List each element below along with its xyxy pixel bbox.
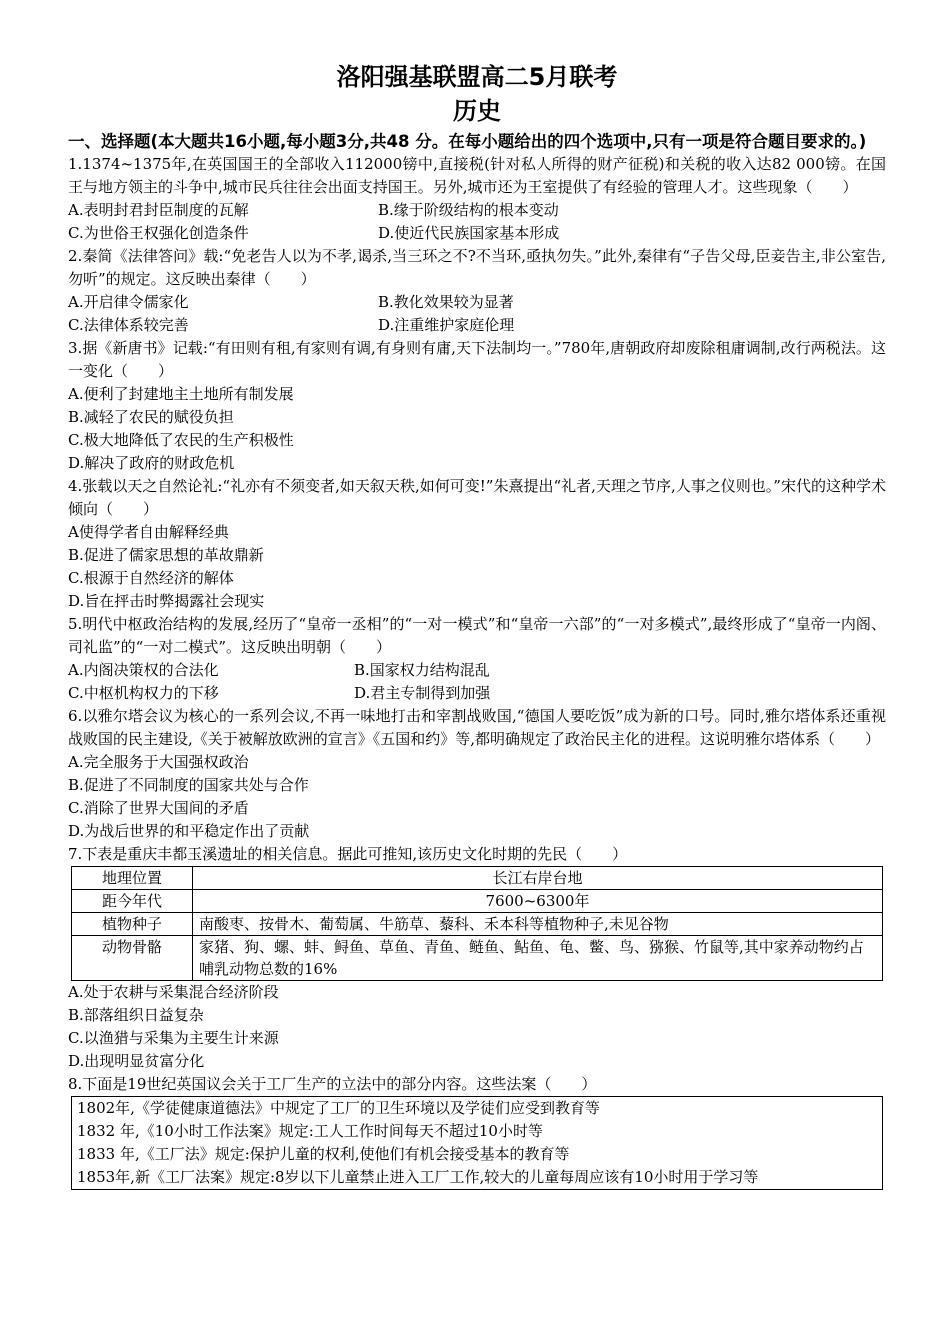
table-row: [72, 867, 883, 890]
option-b: B.缘于阶级结构的根本变动: [378, 201, 559, 219]
option-b: B.促进了不同制度的国家共处与合作: [68, 776, 309, 794]
option-c: C.为世俗王权强化创造条件: [68, 224, 249, 242]
table-row: [72, 890, 883, 913]
option-b: B.部落组织日益复杂: [68, 1006, 204, 1024]
law-line: 1832 年,《10小时工作法案》规定:工人工作时间每天不超过10小时等: [77, 1122, 543, 1140]
option-a: A.内阁决策权的合法化: [68, 661, 219, 679]
law-line: 1802年,《学徒健康道德法》中规定了工厂的卫生环境以及学徒们应受到教育等: [77, 1099, 600, 1117]
question-stem: 8.下面是19世纪英国议会关于工厂生产的立法中的部分内容。这些法案（ ）: [68, 1075, 597, 1093]
option-d: D.解决了政府的财政危机: [68, 454, 235, 472]
option-c: C.法律体系较完善: [68, 316, 189, 334]
table-row: [72, 913, 883, 936]
law-line: 1853年,新《工厂法案》规定:8岁以下儿童禁止进入工厂工作,较大的儿童每周应该有10小时用于学习等: [77, 1168, 759, 1186]
table-key: 距今年代: [72, 890, 193, 913]
exam-page: [68, 62, 886, 1190]
option-d: D.使近代民族国家基本形成: [378, 224, 560, 242]
question-stem: 2.秦简《法律答问》载:“免老告人以为不孝,谒杀,当三环之不?不当环,亟执勿失。”此外,秦律有“子告父母,臣妾告主,非公室告,勿听”的规定。这反映出秦律（ ）: [68, 247, 886, 288]
option-a: A.便利了封建地主土地所有制发展: [68, 385, 294, 403]
option-b: B.减轻了农民的赋役负担: [68, 408, 234, 426]
option-b: B.促进了儒家思想的革故鼎新: [68, 546, 264, 564]
law-excerpt-box: [71, 1096, 883, 1190]
table-key: 植物种子: [72, 913, 193, 936]
option-a: A.开启律令儒家化: [68, 293, 189, 311]
table-value: 南酸枣、按骨木、葡萄属、牛筋草、藜科、禾本科等植物种子,未见谷物: [193, 913, 883, 936]
option-c: C.以渔猎与采集为主要生计来源: [68, 1029, 279, 1047]
table-key: 动物骨骼: [72, 936, 193, 981]
option-d: D.君主专制得到加强: [354, 684, 491, 702]
table-value: 7600~6300年: [193, 890, 883, 913]
option-c: C.极大地降低了农民的生产积极性: [68, 431, 294, 449]
table-value: 家猪、狗、螺、蚌、鲟鱼、草鱼、青鱼、鲢鱼、鲇鱼、龟、鳖、鸟、猕猴、竹鼠等,其中家养动物约占哺乳动物总数的16%: [193, 936, 883, 981]
law-line: 1833 年,《工厂法》规定:保护儿童的权利,使他们有机会接受基本的教育等: [77, 1145, 570, 1163]
option-c: C.中枢机构权力的下移: [68, 684, 219, 702]
option-d: D.为战后世界的和平稳定作出了贡献: [68, 822, 310, 840]
question-stem: 4.张载以天之自然论礼:“礼亦有不须变者,如天叙天秩,如何可变!”朱熹提出“礼者,天理之节序,人事之仪则也。”宋代的这种学术倾向（ ）: [68, 477, 886, 518]
option-a: A.表明封君封臣制度的瓦解: [68, 201, 249, 219]
exam-title: 洛阳强基联盟高二5月联考: [336, 63, 618, 91]
site-info-table: [71, 866, 883, 981]
option-c: C.消除了世界大国间的矛盾: [68, 799, 249, 817]
option-a: A使得学者自由解释经典: [68, 523, 229, 541]
question-stem: 5.明代中枢政治结构的发展,经历了“皇帝一丞相”的“一对一模式”和“皇帝一六部”的“一对多模式”,最终形成了“皇帝一内阁、司礼监”的“一对二模式”。这反映出明朝（ ）: [68, 615, 886, 656]
section-heading: 一、选择题(本大题共16小题,每小题3分,共48 分。在每小题给出的四个选项中,只有一项是符合题目要求的。): [68, 132, 867, 151]
option-a: A.处于农耕与采集混合经济阶段: [68, 983, 279, 1001]
option-a: A.完全服务于大国强权政治: [68, 753, 249, 771]
question-stem: 1.1374~1375年,在英国国王的全部收入112000镑中,直接税(针对私人所得的财产征税)和关税的收入达82 000镑。在国王与地方领主的斗争中,城市民兵往往会出面支持国王。另外,城市还为王室提供了有经验的管理人才。这些现象（ ）: [68, 155, 886, 196]
option-d: D.出现明显贫富分化: [68, 1052, 205, 1070]
question-stem: 7.下表是重庆丰都玉溪遗址的相关信息。据此可推知,该历史文化时期的先民（ ）: [68, 845, 628, 863]
subject-title: 历史: [453, 97, 501, 125]
option-d: D.注重维护家庭伦理: [378, 316, 515, 334]
table-row: [72, 936, 883, 981]
option-b: B.教化效果较为显著: [378, 293, 514, 311]
option-b: B.国家权力结构混乱: [354, 661, 490, 679]
option-c: C.根源于自然经济的解体: [68, 569, 234, 587]
table-key: 地理位置: [72, 867, 193, 890]
option-d: D.旨在抨击时弊揭露社会现实: [68, 592, 265, 610]
question-stem: 6.以雅尔塔会议为核心的一系列会议,不再一味地打击和宰割战败国,“德国人要吃饭”成为新的口号。同时,雅尔塔体系还重视战败国的民主建设,《关于被解放欧洲的宣言》《五国和约》等,都明确规定了政治民主化的进程。这说明雅尔塔体系（ ）: [68, 707, 886, 748]
table-value: 长江右岸台地: [193, 867, 883, 890]
question-stem: 3.据《新唐书》记载:“有田则有租,有家则有调,有身则有庸,天下法制均一。”780年,唐朝政府却废除租庸调制,改行两税法。这一变化（ ）: [68, 339, 886, 380]
